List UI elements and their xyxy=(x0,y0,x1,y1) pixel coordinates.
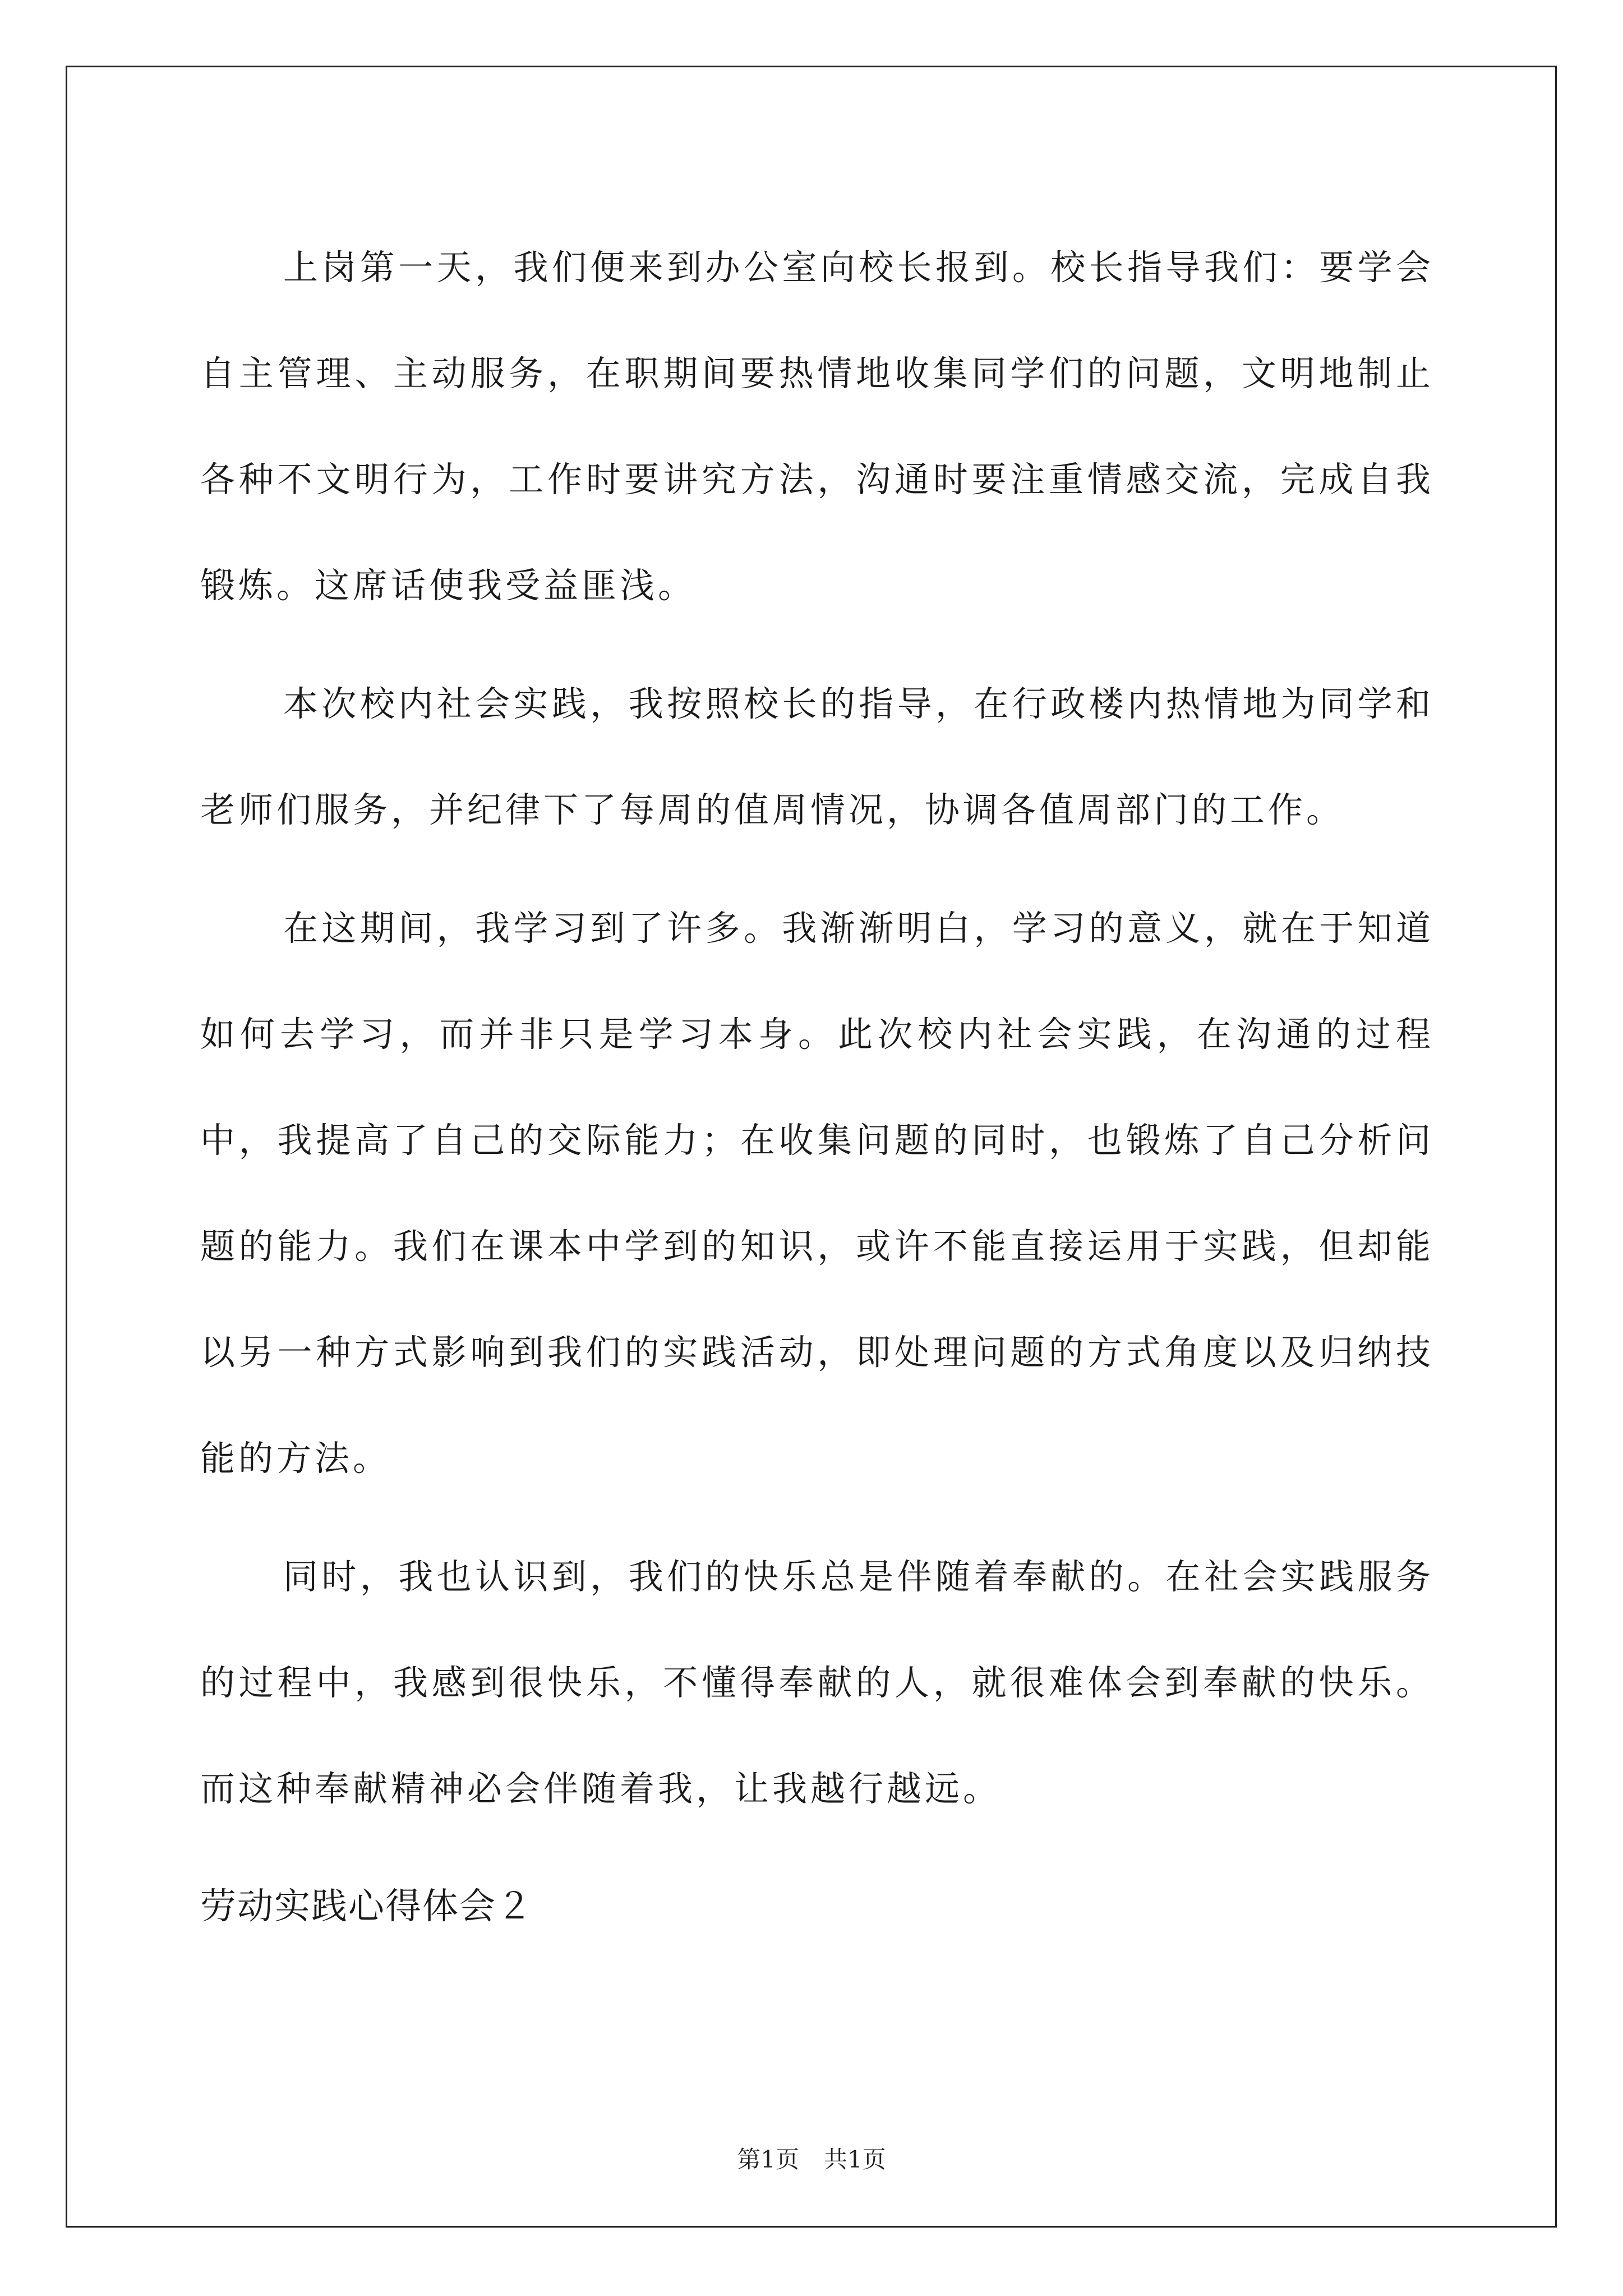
paragraph-3: 在这期间，我学习到了许多。我渐渐明白，学习的意义，就在于知道如何去学习，而并非只是学习本身。此次校内社会实践，在沟通的过程中，我提高了自己的交际能力；在收集问题的同时，也锻炼了自己分析问题的能力。我们在课本中学到的知识，或许不能直接运用于实践，但却能以另一种方式影响到我们的实践活动，即处理问题的方式角度以及归纳技能的方法。 xyxy=(200,908,1434,1479)
paragraph-2: 本次校内社会实践，我按照校长的指导，在行政楼内热情地为同学和老师们服务，并纪律下了每周的值周情况，协调各值周部门的工作。 xyxy=(200,683,1434,830)
document-body xyxy=(200,214,1434,1960)
page-total: 共1页 xyxy=(824,2146,886,2173)
paragraph-4: 同时，我也认识到，我们的快乐总是伴随着奉献的。在社会实践服务的过程中，我感到很快乐，不懂得奉献的人，就很难体会到奉献的快乐。而这种奉献精神必会伴随着我，让我越行越远。 xyxy=(200,1556,1434,1809)
paragraph-1: 上岗第一天，我们便来到办公室向校长报到。校长指导我们：要学会自主管理、主动服务，在职期间要热情地收集同学们的问题，文明地制止各种不文明行为，工作时要讲究方法，沟通时要注重情感交流，完成自我锻炼。这席话使我受益匪浅。 xyxy=(200,247,1434,606)
section-heading: 劳动实践心得体会２ xyxy=(200,1886,533,1927)
page-footer xyxy=(0,2143,1623,2177)
page-number: 第1页 xyxy=(737,2146,799,2173)
